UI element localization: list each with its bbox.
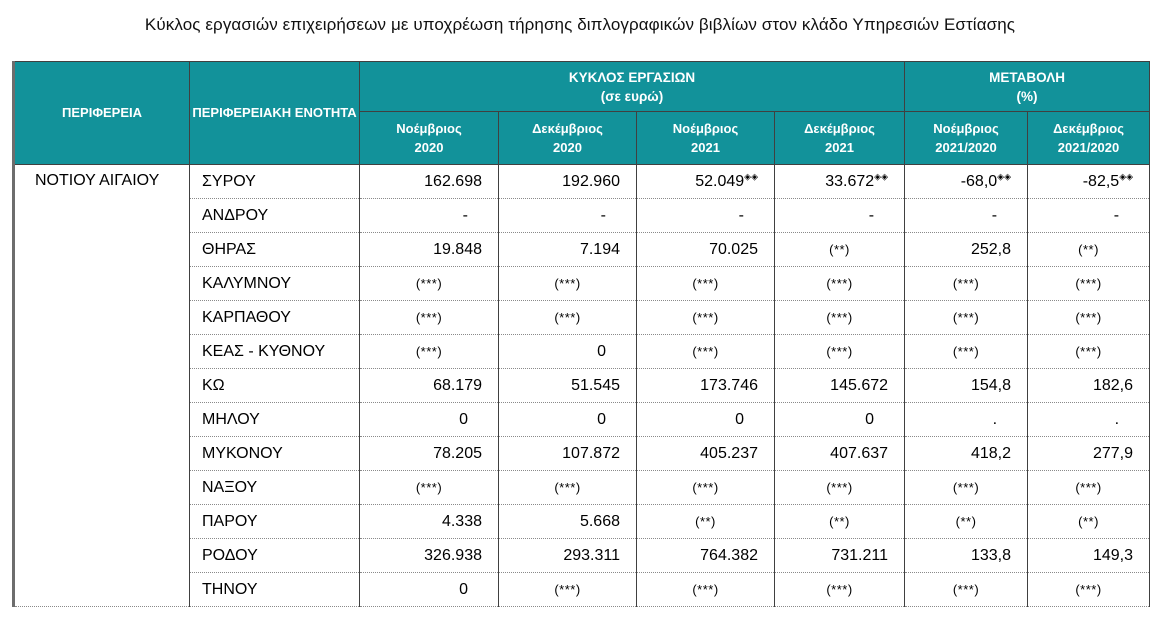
value-cell [905, 505, 1028, 539]
header-unit [190, 62, 360, 165]
value-text: 173.746 [700, 376, 758, 394]
value-text: (***) [1075, 480, 1102, 495]
table-row [14, 165, 1150, 199]
value-cell [360, 233, 499, 267]
unit-cell: ΡΟΔΟΥ [190, 539, 360, 573]
value-text: 418,2 [970, 444, 1012, 462]
value-cell [775, 437, 905, 471]
header-unit-label: ΠΕΡΙΦΕΡΕΙΑΚΗ ΕΝΟΤΗΤΑ [192, 105, 357, 120]
value-text: - [1113, 206, 1120, 224]
value-text: (**) [1078, 514, 1099, 529]
table-header [14, 62, 1150, 165]
value-text: (***) [415, 480, 443, 495]
value-text: 7.194 [579, 240, 620, 258]
value-text: 0 [459, 580, 468, 598]
value-text: 68.179 [433, 376, 482, 394]
value-text: (**) [955, 514, 977, 529]
value-cell [1028, 233, 1150, 267]
month-year: 2021 [825, 140, 854, 155]
value-cell [905, 233, 1028, 267]
value-cell [360, 437, 499, 471]
value-text: 145.672 [830, 376, 889, 394]
value-cell [1028, 505, 1150, 539]
value-text: -82,5 [1082, 172, 1120, 190]
value-text: - [738, 206, 744, 224]
value-cell [775, 335, 905, 369]
value-text: 0 [735, 410, 744, 428]
value-text: (**) [1078, 242, 1099, 257]
value-cell [775, 267, 905, 301]
turnover-table [12, 61, 1150, 607]
month-label: Νοέμβριος [672, 121, 739, 136]
value-cell [637, 199, 775, 233]
value-text: 0 [597, 410, 606, 428]
value-cell [360, 505, 499, 539]
value-text: (***) [952, 480, 980, 495]
value-cell [1028, 369, 1150, 403]
value-cell [360, 369, 499, 403]
unit-cell: ΚΕΑΣ - ΚΥΘΝΟΥ [190, 335, 360, 369]
value-text: (***) [826, 276, 853, 291]
unit-cell: ΜΥΚΟΝΟΥ [190, 437, 360, 471]
value-text: (***) [1075, 344, 1102, 359]
value-cell [637, 539, 775, 573]
value-cell [499, 471, 637, 505]
header-month-nov2021 [637, 112, 775, 165]
value-text: (***) [1075, 276, 1102, 291]
value-cell [499, 233, 637, 267]
value-cell [637, 335, 775, 369]
header-month-dec2020 [499, 112, 637, 165]
value-text: - [462, 206, 468, 224]
value-text: (***) [952, 310, 980, 325]
value-cell [360, 199, 499, 233]
value-cell [499, 505, 637, 539]
value-cell [905, 267, 1028, 301]
unit-cell: ΘΗΡΑΣ [190, 233, 360, 267]
value-text: 326.938 [424, 546, 482, 564]
value-text: 52.049 [695, 172, 745, 190]
value-cell [499, 573, 637, 607]
month-label: Νοέμβριος [933, 121, 999, 136]
value-text: . [992, 410, 998, 428]
unit-cell: ΠΑΡΟΥ [190, 505, 360, 539]
value-cell [905, 369, 1028, 403]
value-text: (***) [826, 310, 853, 325]
value-text: (***) [415, 344, 443, 359]
month-year: 2021/2020 [935, 140, 997, 155]
value-cell [360, 165, 499, 199]
value-cell [1028, 437, 1150, 471]
header-turnover-title: ΚΥΚΛΟΣ ΕΡΓΑΣΙΩΝ [568, 69, 696, 85]
month-year: 2021 [691, 140, 720, 155]
value-cell [499, 403, 637, 437]
value-cell [637, 505, 775, 539]
value-cell [360, 335, 499, 369]
header-change-group [905, 62, 1150, 112]
unit-cell: ΤΗΝΟΥ [190, 573, 360, 607]
value-cell [499, 335, 637, 369]
value-text: - [868, 206, 875, 224]
footnote-marker: ◈◈ [997, 171, 1012, 182]
value-text: -68,0 [960, 172, 998, 190]
value-cell [775, 233, 905, 267]
value-cell [637, 369, 775, 403]
header-change-title: ΜΕΤΑΒΟΛΗ [989, 69, 1065, 85]
value-cell [905, 165, 1028, 199]
header-turnover-subtitle: (σε ευρώ) [600, 88, 664, 104]
value-cell [637, 233, 775, 267]
value-cell [905, 573, 1028, 607]
value-text: (***) [692, 310, 719, 325]
value-text: 19.848 [433, 240, 482, 258]
unit-cell: ΚΑΡΠΑΘΟΥ [190, 301, 360, 335]
unit-cell: ΑΝΔΡΟΥ [190, 199, 360, 233]
value-text: 154,8 [970, 376, 1012, 394]
value-text: (***) [952, 582, 980, 597]
value-text: (**) [695, 514, 716, 529]
month-label: Δεκέμβριος [804, 121, 875, 136]
value-cell [905, 437, 1028, 471]
value-text: 0 [459, 410, 468, 428]
value-text: (***) [692, 276, 719, 291]
value-cell [360, 301, 499, 335]
value-text: 33.672 [825, 172, 875, 190]
unit-cell: ΝΑΞΟΥ [190, 471, 360, 505]
value-cell [360, 573, 499, 607]
value-text: 133,8 [970, 546, 1012, 564]
value-cell [360, 267, 499, 301]
month-year: 2020 [553, 140, 582, 155]
value-cell [775, 369, 905, 403]
value-cell [360, 539, 499, 573]
unit-cell: ΣΥΡΟΥ [190, 165, 360, 199]
value-cell [905, 539, 1028, 573]
value-text: (***) [952, 276, 980, 291]
value-text: (***) [952, 344, 980, 359]
value-text: (***) [415, 276, 443, 291]
value-cell [499, 369, 637, 403]
value-cell [637, 471, 775, 505]
value-text: (***) [826, 344, 853, 359]
value-text: 192.960 [562, 172, 620, 190]
month-label: Δεκέμβριος [1053, 121, 1124, 136]
month-label: Νοέμβριος [396, 121, 462, 136]
value-cell [637, 437, 775, 471]
value-cell [775, 165, 905, 199]
value-text: (***) [826, 480, 853, 495]
value-cell [905, 335, 1028, 369]
value-cell [637, 403, 775, 437]
value-text: 4.338 [441, 512, 482, 530]
header-turnover-group [360, 62, 905, 112]
value-text: (***) [554, 480, 581, 495]
value-text: (***) [692, 344, 719, 359]
value-cell [775, 573, 905, 607]
value-text: (**) [829, 242, 850, 257]
header-change-nov [905, 112, 1028, 165]
footnote-marker: ◈◈ [1119, 171, 1134, 182]
value-cell [775, 301, 905, 335]
value-cell [905, 403, 1028, 437]
value-cell [775, 471, 905, 505]
value-cell [1028, 165, 1150, 199]
value-cell [1028, 199, 1150, 233]
value-text: 78.205 [433, 444, 482, 462]
month-year: 2021/2020 [1057, 140, 1120, 155]
header-change-subtitle: (%) [1016, 88, 1038, 104]
table-body [14, 165, 1150, 607]
page-title: Κύκλος εργασιών επιχειρήσεων με υποχρέωση τήρησης διπλογραφικών βιβλίων στον κλάδο Υπηρεσιών Εστίασης [144, 15, 1016, 34]
value-cell [775, 505, 905, 539]
value-text: . [1114, 410, 1120, 428]
header-month-nov2020 [360, 112, 499, 165]
value-text: - [991, 206, 998, 224]
month-year: 2020 [414, 140, 444, 155]
value-text: 182,6 [1092, 376, 1134, 394]
value-text: 252,8 [970, 240, 1012, 258]
value-text: 0 [597, 342, 606, 360]
value-text: 70.025 [709, 240, 758, 258]
value-text: (***) [692, 480, 719, 495]
value-cell [1028, 267, 1150, 301]
value-text: (***) [554, 582, 581, 597]
value-cell [499, 199, 637, 233]
value-text: (***) [692, 582, 719, 597]
value-text: (***) [554, 276, 581, 291]
value-text: 51.545 [571, 376, 620, 394]
value-cell [360, 471, 499, 505]
month-label: Δεκέμβριος [532, 121, 603, 136]
value-text: 277,9 [1092, 444, 1134, 462]
value-cell [499, 165, 637, 199]
value-text: 162.698 [424, 172, 482, 190]
value-cell [1028, 403, 1150, 437]
value-cell [905, 471, 1028, 505]
value-text: (**) [829, 514, 850, 529]
value-cell [1028, 301, 1150, 335]
value-cell [1028, 471, 1150, 505]
value-text: 405.237 [700, 444, 758, 462]
value-text: (***) [1075, 310, 1102, 325]
value-cell [775, 403, 905, 437]
value-text: - [600, 206, 606, 224]
value-text: 764.382 [700, 546, 758, 564]
value-cell [775, 539, 905, 573]
header-region: ΠΕΡΙΦΕΡΕΙΑ [14, 62, 190, 165]
value-cell [637, 165, 775, 199]
region-cell: ΝΟΤΙΟΥ ΑΙΓΑΙΟΥ [14, 165, 190, 607]
unit-cell: ΚΩ [190, 369, 360, 403]
value-text: 107.872 [562, 444, 620, 462]
value-cell [360, 403, 499, 437]
value-cell [1028, 573, 1150, 607]
value-cell [775, 199, 905, 233]
footnote-marker: ◈◈ [874, 171, 889, 182]
value-text: 0 [865, 410, 875, 428]
value-text: 293.311 [563, 546, 620, 564]
value-text: 5.668 [579, 512, 620, 530]
footnote-marker: ◈◈ [744, 171, 758, 182]
value-text: (***) [415, 310, 443, 325]
value-cell [499, 301, 637, 335]
header-month-dec2021 [775, 112, 905, 165]
value-cell [499, 267, 637, 301]
value-cell [1028, 335, 1150, 369]
value-text: 407.637 [830, 444, 889, 462]
value-text: (***) [554, 310, 581, 325]
value-text: (***) [1075, 582, 1102, 597]
value-cell [499, 437, 637, 471]
value-text: (***) [826, 582, 853, 597]
value-cell [905, 301, 1028, 335]
value-cell [637, 267, 775, 301]
value-text: 731.211 [831, 546, 889, 564]
value-cell [637, 573, 775, 607]
unit-cell: ΚΑΛΥΜΝΟΥ [190, 267, 360, 301]
header-change-dec [1028, 112, 1150, 165]
value-cell [1028, 539, 1150, 573]
value-cell [499, 539, 637, 573]
value-cell [637, 301, 775, 335]
value-cell [905, 199, 1028, 233]
unit-cell: ΜΗΛΟΥ [190, 403, 360, 437]
value-text: 149,3 [1092, 546, 1134, 564]
